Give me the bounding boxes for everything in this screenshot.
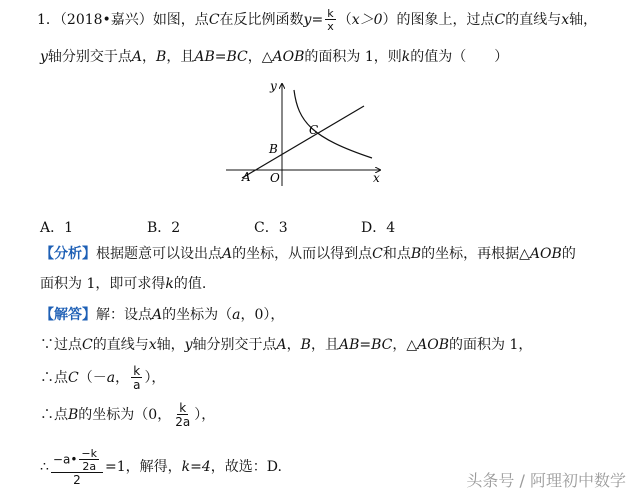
question-text: 的面积为 1，则 (304, 49, 402, 65)
triangle-aob: AOB (417, 337, 450, 353)
point-c: C (494, 12, 506, 28)
analysis-text: 的坐标，从而以得到点 (232, 246, 373, 262)
solution-text: ）， (194, 407, 216, 423)
fraction-k-over-x (325, 8, 336, 32)
option-a[interactable] (40, 217, 73, 237)
var-x: x (561, 12, 570, 28)
solution-line-4 (40, 402, 215, 428)
option-d[interactable] (361, 217, 395, 237)
solution-text: =1，解得， (105, 459, 182, 475)
inner-numerator: −k (81, 447, 98, 460)
fraction-k-over-2a (173, 402, 192, 428)
fraction-numerator: k (179, 401, 187, 415)
analysis-text: 的 (561, 246, 576, 262)
solution-line-5 (40, 448, 282, 486)
fraction-area-expression (51, 448, 103, 486)
solution-text: （－ (78, 370, 107, 386)
function-graph (222, 78, 387, 188)
var-y: y (40, 49, 48, 65)
fraction-inner (79, 448, 99, 472)
analysis-line-1 (40, 243, 576, 265)
question-number: 1． (37, 12, 60, 28)
axis-x-label: x (373, 171, 380, 185)
inner-denominator: 2a (82, 460, 97, 473)
ab-equals-bc: AB=BC (338, 337, 393, 353)
option-value: 1 (64, 220, 74, 236)
question-text: 的图象上，过点 (396, 12, 495, 28)
label-a: A (242, 170, 251, 184)
watermark: 头条号 / 阿理初中数学 (466, 471, 626, 490)
paren: （ (337, 12, 352, 28)
option-value: 2 (171, 220, 181, 236)
comma: ， (286, 337, 301, 353)
solution-text: ， (115, 370, 130, 386)
fraction-k-over-a (131, 365, 142, 391)
fraction-denominator: 2a (175, 415, 191, 429)
option-letter: A． (40, 220, 65, 236)
question-source: （2018•嘉兴） (59, 12, 153, 28)
question-text: ，且 (166, 49, 195, 65)
solution-text: ∵过点 (40, 337, 82, 353)
question-text: 轴， (569, 12, 598, 28)
var-y: y (184, 337, 193, 353)
solution-line-2 (40, 334, 532, 356)
k-value: k=4 (181, 459, 211, 475)
option-letter: B． (147, 220, 172, 236)
triangle-aob: AOB (529, 246, 562, 262)
solution-line-1 (40, 304, 284, 326)
triangle-aob: AOB (272, 49, 305, 65)
point-c: C (372, 246, 383, 262)
solution-text: ）， (144, 370, 166, 386)
point-c: C (82, 337, 93, 353)
analysis-line-2 (40, 273, 206, 295)
comma: ， (142, 49, 157, 65)
point-b: B (68, 407, 79, 423)
solution-text: ∴ (40, 459, 49, 475)
question-text: ，△ (247, 49, 273, 65)
option-letter: D． (361, 220, 387, 236)
solution-line-3 (40, 365, 165, 391)
point-a: A (131, 49, 143, 65)
var-y: y (303, 12, 312, 28)
var-x: x (148, 337, 157, 353)
solution-text: 的直线与 (92, 337, 149, 353)
question-text: 轴分别交于点 (47, 49, 132, 65)
question-line-2 (40, 46, 508, 68)
analysis-text: 面积为 1，即可求得 (40, 276, 166, 292)
var-k: k (165, 276, 174, 292)
analysis-text: 根据题意可以设出点 (96, 246, 222, 262)
fraction-denominator: 2 (73, 473, 81, 487)
solution-text: 的坐标为（0， (78, 407, 172, 423)
condition: x＞0 (351, 12, 383, 28)
point-a: A (222, 246, 233, 262)
solution-text: ，故选：D. (210, 459, 282, 475)
fraction-denominator: a (133, 378, 141, 392)
analysis-tag: 【分析】 (40, 246, 96, 262)
label-c: C (309, 123, 319, 137)
point-b: B (410, 246, 422, 262)
solution-text: 的坐标为（ (162, 307, 233, 323)
option-value: 4 (386, 220, 396, 236)
point-b: B (156, 49, 167, 65)
analysis-text: 和点 (382, 246, 411, 262)
equals-sign: = (311, 12, 324, 28)
solution-text: 解：设点 (96, 307, 152, 323)
question-text: 的直线与 (505, 12, 562, 28)
analysis-text: 的坐标，再根据△ (421, 246, 530, 262)
var-a: a (106, 370, 116, 386)
option-letter: C． (254, 220, 279, 236)
var-a: a (232, 307, 241, 323)
question-text: 的值为（ ） (410, 49, 509, 65)
point-c: C (68, 370, 79, 386)
analysis-text: 的值. (173, 276, 207, 292)
label-o: O (270, 171, 280, 185)
solution-text: ∴点 (40, 370, 68, 386)
question-line-1 (37, 8, 597, 32)
solution-text: 轴分别交于点 (192, 337, 277, 353)
solution-tag: 【解答】 (40, 307, 96, 323)
solution-text: 轴， (156, 337, 185, 353)
fraction-denominator: x (327, 20, 334, 33)
var-k: k (401, 49, 411, 65)
paren: ） (382, 12, 397, 28)
fraction-numerator: k (133, 364, 141, 378)
point-a: A (276, 337, 287, 353)
solution-text: ，且 (310, 337, 339, 353)
solution-text: ，0）， (240, 307, 285, 323)
fraction-numerator: k (327, 7, 334, 20)
axis-y-label: y (270, 79, 277, 93)
solution-text: ，△ (392, 337, 418, 353)
fraction-numerator (51, 448, 103, 473)
option-c[interactable] (254, 217, 288, 237)
option-b[interactable] (147, 217, 180, 237)
point-a: A (152, 307, 163, 323)
solution-text: 的面积为 1， (449, 337, 533, 353)
numerator-text: −a• (52, 452, 78, 467)
ab-equals-bc: AB=BC (194, 49, 248, 65)
point-c: C (208, 12, 220, 28)
point-b: B (300, 337, 311, 353)
question-text: 如图，点 (152, 12, 209, 28)
solution-text: ∴点 (40, 407, 68, 423)
label-b: B (269, 142, 278, 156)
option-value: 3 (278, 220, 288, 236)
question-text: 在反比例函数 (219, 12, 304, 28)
